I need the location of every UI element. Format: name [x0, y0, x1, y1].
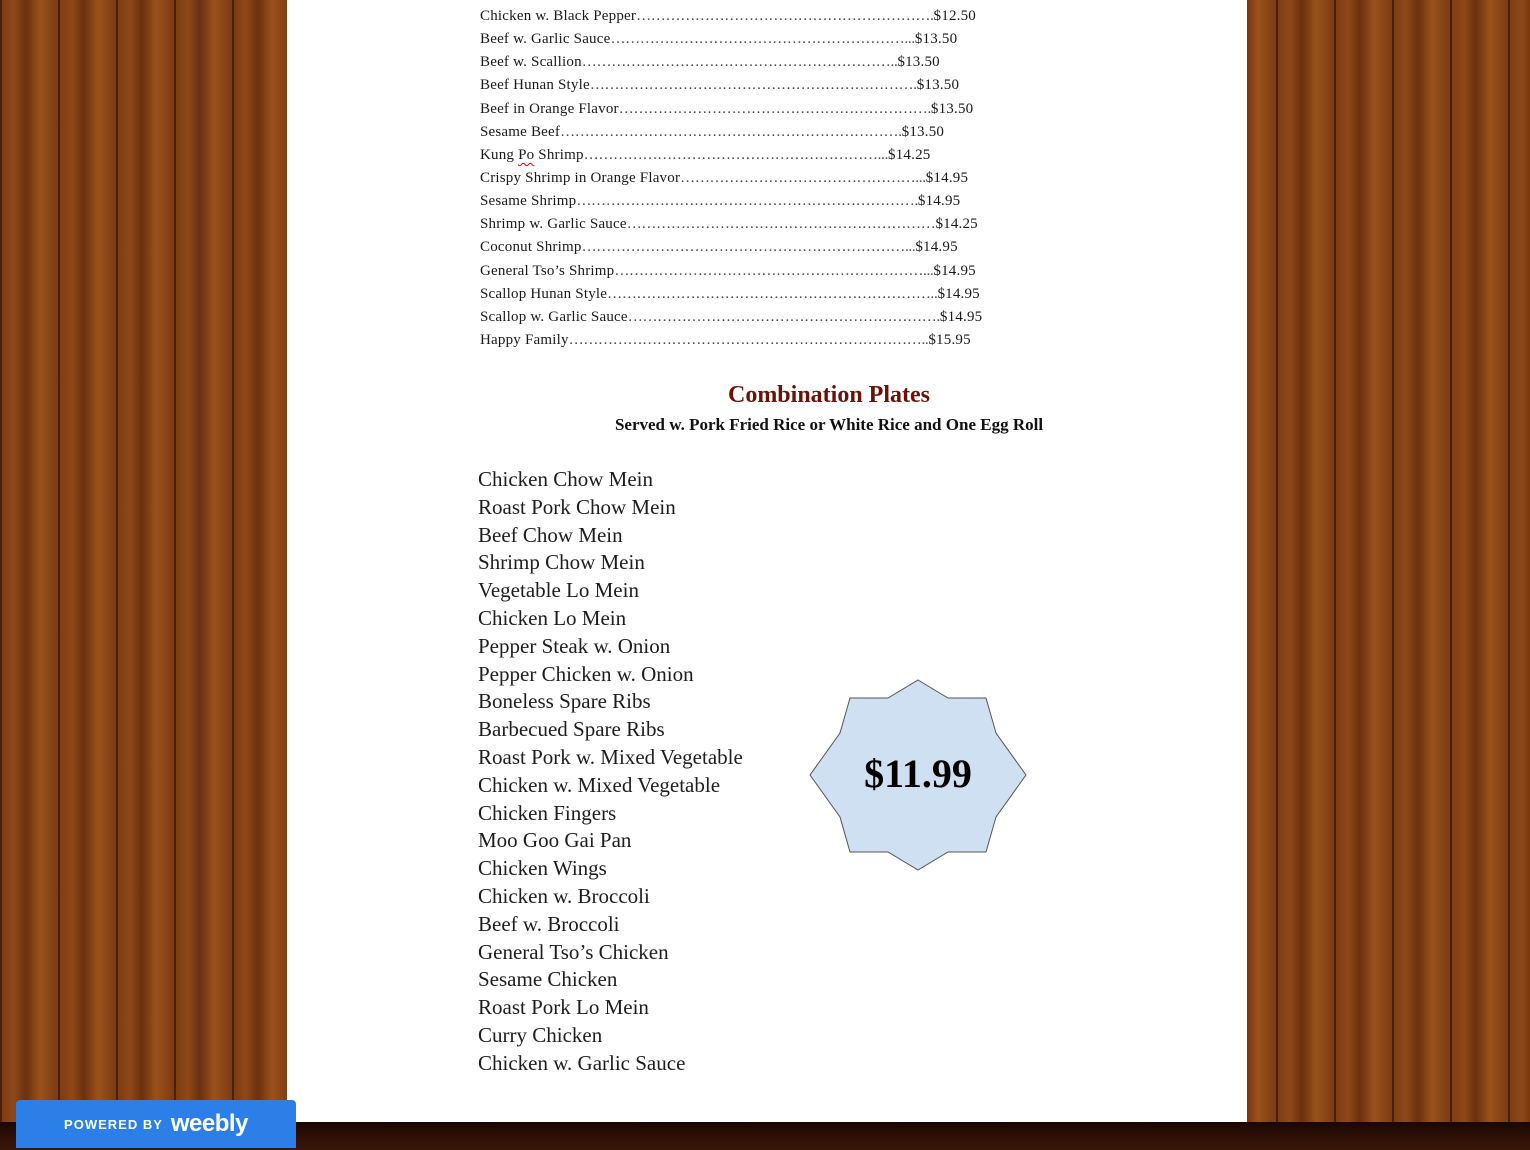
item-price: $15.95	[928, 331, 971, 348]
item-price: $14.95	[925, 169, 969, 186]
price-row	[480, 306, 1070, 329]
price-row	[480, 98, 1070, 121]
item-name: General Tso’s Shrimp	[480, 262, 615, 279]
item-name: Crispy Shrimp in Orange Flavor	[480, 169, 681, 186]
list-item: Pepper Chicken w. Onion	[478, 661, 694, 686]
item-price: $14.95	[937, 285, 980, 302]
dot-leader: ……………………………………………………...	[610, 31, 915, 48]
item-name: Scallop w. Garlic Sauce	[480, 308, 628, 325]
list-item: Chicken Wings	[478, 856, 607, 881]
item-price: $13.50	[916, 77, 960, 94]
dot-leader: ………………………………………………………...	[614, 262, 934, 279]
section-title: Combination Plates	[727, 382, 930, 408]
price-row	[480, 28, 1070, 51]
dot-leader: …………………………………………………………..	[607, 285, 938, 302]
dot-leader: ………………………………………………………….	[589, 77, 917, 94]
dot-leader: ………………………………………………………..	[581, 54, 898, 71]
dot-leader: …………………………………………...	[680, 169, 926, 186]
spellcheck-word: Po	[518, 146, 535, 163]
item-name: Chicken w. Black Pepper	[480, 8, 637, 24]
price-row	[480, 167, 1070, 190]
item-name: Coconut Shrimp	[480, 239, 582, 256]
dot-leader: ………………………………………………………	[626, 216, 936, 233]
section-subtitle: Served w. Pork Fried Rice or White Rice and One Egg Roll	[614, 415, 1044, 434]
dot-leader: ……………………………………………………….	[627, 308, 940, 325]
item-name: Sesame Beef	[480, 123, 561, 140]
list-item: Boneless Spare Ribs	[478, 689, 651, 714]
list-item: Chicken Fingers	[478, 800, 617, 825]
item-name: Sesame Shrimp	[480, 193, 577, 210]
item-name: Beef in Orange Flavor	[480, 100, 619, 117]
list-item: Beef w. Broccoli	[478, 911, 620, 936]
price-row	[480, 121, 1070, 144]
item-name-part: Shrimp	[534, 146, 584, 163]
price-row	[480, 260, 1070, 283]
item-name: Shrimp w. Garlic Sauce	[480, 216, 627, 233]
price-row	[480, 74, 1070, 97]
item-name: Beef w. Garlic Sauce	[480, 31, 611, 48]
item-price: $14.95	[939, 308, 983, 325]
price-row	[480, 236, 1070, 259]
item-name: Beef Hunan Style	[480, 77, 590, 94]
list-item: Sesame Chicken	[478, 967, 618, 992]
list-item: Pepper Steak w. Onion	[478, 633, 671, 658]
weebly-logo: weebly	[170, 1110, 248, 1137]
list-item: Barbecued Spare Ribs	[478, 717, 665, 742]
list-item: Vegetable Lo Mein	[478, 578, 639, 603]
price-row	[480, 329, 1070, 352]
price-row	[480, 213, 1070, 236]
price-row	[480, 283, 1070, 306]
item-price: $13.50	[930, 100, 974, 117]
list-item: Curry Chicken	[478, 1022, 603, 1047]
list-item: Chicken Chow Mein	[478, 467, 653, 491]
list-item: Roast Pork w. Mixed Vegetable	[478, 744, 743, 769]
dot-leader: ………………………………………………………………..	[568, 331, 929, 348]
item-price: $13.50	[914, 31, 958, 48]
list-item: Chicken w. Mixed Vegetable	[478, 772, 721, 797]
item-name: Beef w. Scallion	[480, 54, 582, 71]
item-price: $13.50	[897, 54, 940, 71]
list-item: Chicken w. Broccoli	[478, 883, 650, 908]
list-item: Shrimp Chow Mein	[478, 550, 645, 575]
list-item: Roast Pork Chow Mein	[478, 494, 676, 519]
item-name: Scallop Hunan Style	[480, 285, 608, 302]
item-price: $13.50	[901, 123, 945, 140]
combo-price: $11.99	[864, 751, 972, 796]
item-name-part: Kung	[480, 146, 519, 163]
item-name	[480, 147, 584, 163]
dot-leader: …………………………………………………………….	[560, 123, 902, 140]
list-item: Moo Goo Gai Pan	[478, 828, 632, 853]
item-name: Happy Family	[480, 331, 569, 348]
item-price: $14.25	[888, 146, 931, 163]
price-list	[480, 5, 1070, 352]
dot-leader: ……………………………………………………...	[583, 146, 889, 163]
price-row	[480, 190, 1070, 213]
price-row	[480, 51, 1070, 74]
dot-leader: ……………………………………………………….	[618, 100, 931, 117]
powered-by-weebly-badge[interactable]	[16, 1100, 296, 1148]
list-item: Chicken Lo Mein	[478, 605, 627, 630]
dot-leader: …………………………………………………………...	[581, 239, 916, 256]
price-row	[480, 144, 1070, 167]
powered-by-label: POWERED BY	[64, 1116, 163, 1132]
list-item: Beef Chow Mein	[478, 522, 623, 547]
item-price: $14.95	[915, 239, 958, 256]
item-price: $14.25	[935, 216, 978, 233]
item-price: $12.50	[933, 8, 976, 24]
list-item: Chicken w. Garlic Sauce	[478, 1050, 686, 1075]
combination-list	[478, 465, 798, 1077]
price-row	[480, 5, 1070, 28]
dot-leader: …………………………………………………….	[636, 8, 934, 24]
list-item: Roast Pork Lo Mein	[478, 995, 649, 1020]
item-price: $14.95	[917, 193, 961, 210]
item-price: $14.95	[933, 262, 976, 279]
list-item: General Tso’s Chicken	[478, 939, 669, 964]
dot-leader: …………………………………………………………….	[576, 193, 918, 210]
